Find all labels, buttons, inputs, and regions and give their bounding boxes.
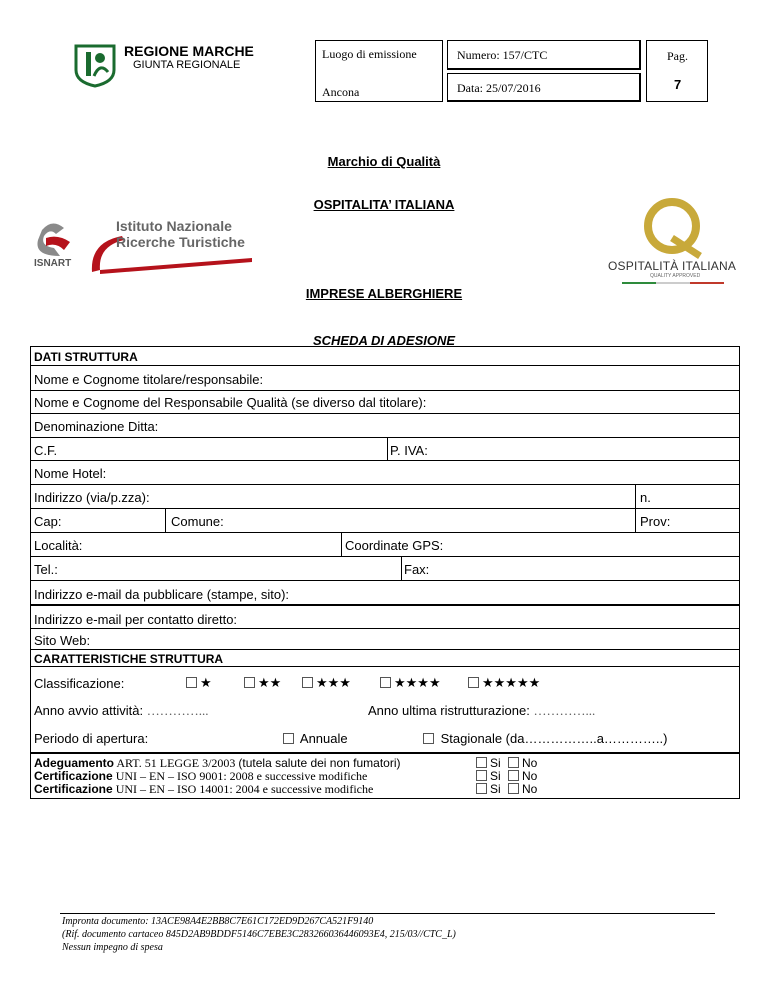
field-nome-qualita[interactable] (30, 390, 740, 414)
footer-divider (60, 913, 715, 914)
isnart-logo (30, 212, 255, 277)
cert-14001-no[interactable]: No (508, 782, 537, 796)
checkbox-icon (283, 733, 294, 744)
star-option-4[interactable]: ★★★★ (380, 675, 441, 691)
title-scheda: SCHEDA DI ADESIONE (312, 333, 456, 348)
dati-struttura-title: DATI STRUTTURA (34, 350, 138, 364)
adeguamento-no[interactable]: No (508, 756, 537, 770)
checkbox-icon (508, 757, 519, 768)
caratteristiche-title: CARATTERISTICHE STRUTTURA (34, 652, 224, 666)
nome-hotel-label: Nome Hotel: (34, 466, 107, 481)
fax-label[interactable]: Fax: (404, 562, 430, 577)
title-marchio: Marchio di Qualità (327, 154, 441, 169)
denominazione-label: Denominazione Ditta: (34, 419, 159, 434)
field-nome-titolare[interactable] (30, 365, 740, 391)
star-option-2[interactable]: ★★ (244, 675, 281, 691)
nome-titolare-label: Nome e Cognome titolare/responsabile: (34, 372, 264, 387)
piva-label[interactable]: P. IVA: (390, 443, 428, 458)
annuale-option[interactable]: Annuale (283, 731, 348, 746)
q-sub: QUALITY APPROVED (650, 273, 701, 279)
data-box (447, 73, 641, 102)
tel-label[interactable]: Tel.: (34, 562, 58, 577)
checkbox-icon (508, 783, 519, 794)
adeguamento-si[interactable]: Si (476, 756, 501, 770)
anno-avvio-label[interactable]: Anno avvio attività: …………... (34, 703, 209, 718)
row-tel-fax (30, 556, 740, 581)
isnart-line2: Ricerche Turistiche (116, 234, 245, 250)
field-nome-hotel[interactable] (30, 460, 740, 485)
cert-14001-text: Certificazione UNI – EN – ISO 14001: 2004 e successive modifiche (34, 782, 374, 796)
footer-spesa: Nessun impegno di spesa (62, 942, 163, 953)
prov-label[interactable]: Prov: (640, 514, 671, 529)
pag-box (646, 40, 708, 102)
row-localita-gps (30, 532, 740, 557)
classificazione-label: Classificazione: (34, 676, 125, 691)
cert-14001-si[interactable]: Si (476, 782, 501, 796)
checkbox-icon (476, 770, 487, 781)
data-value: Data: 25/07/2016 (457, 81, 541, 95)
block-certificazioni (30, 753, 740, 799)
checkbox-icon (186, 677, 197, 688)
row-cf-piva (30, 437, 740, 461)
luogo-label: Luogo di emissione (322, 47, 417, 61)
block-classificazione (30, 666, 740, 754)
cert-9001-no[interactable]: No (508, 769, 537, 783)
row-cap-comune (30, 508, 740, 533)
field-email-pubblicare[interactable] (30, 580, 740, 605)
cap-label[interactable]: Cap: (34, 514, 62, 529)
ospitalita-logo (606, 198, 742, 290)
row-indirizzo (30, 484, 740, 509)
field-denominazione[interactable] (30, 413, 740, 438)
q-name: OSPITALITÀ ITALIANA (608, 259, 737, 273)
cert-9001-text: Certificazione UNI – EN – ISO 9001: 2008 e successive modifiche (34, 769, 368, 783)
checkbox-icon (244, 677, 255, 688)
title-imprese: IMPRESE ALBERGHIERE (305, 286, 463, 301)
luogo-box (315, 40, 443, 102)
region-logo (72, 42, 118, 88)
checkbox-icon (476, 757, 487, 768)
title-ospitalita: OSPITALITA’ ITALIANA (313, 197, 455, 212)
org-name: REGIONE MARCHE (124, 43, 254, 59)
numero-value: Numero: 157/CTC (457, 48, 548, 62)
email-diretto-label: Indirizzo e-mail per contatto diretto: (34, 612, 238, 627)
org-subtitle: GIUNTA REGIONALE (133, 59, 241, 71)
comune-label[interactable]: Comune: (171, 514, 224, 529)
pag-value: 7 (674, 77, 682, 92)
star-option-3[interactable]: ★★★ (302, 675, 351, 691)
checkbox-icon (508, 770, 519, 781)
checkbox-icon (380, 677, 391, 688)
nome-qualita-label: Nome e Cognome del Responsabile Qualità (se diverso dal titolare): (34, 395, 427, 410)
isnart-abbr: ISNART (34, 258, 72, 269)
numero-box (447, 40, 641, 70)
star-option-1[interactable]: ★ (186, 675, 212, 691)
sito-label: Sito Web: (34, 633, 91, 648)
footer-impronta: Impronta documento: 13ACE98A4E2BB8C7E61C172ED9D267CA521F9140 (62, 916, 374, 927)
gps-label[interactable]: Coordinate GPS: (345, 538, 444, 553)
email-pub-label: Indirizzo e-mail da pubblicare (stampe, sito): (34, 587, 290, 602)
localita-label[interactable]: Località: (34, 538, 83, 553)
pag-label: Pag. (667, 49, 688, 63)
footer-riferimento: (Rif. documento cartaceo 845D2AB9BDDF5146C7EBE3C283266036446093E4, 215/03//CTC_L) (62, 929, 456, 940)
star-option-5[interactable]: ★★★★★ (468, 675, 540, 691)
adeguamento-text: Adeguamento ART. 51 LEGGE 3/2003 (tutela salute dei non fumatori) (34, 756, 401, 770)
stagionale-option[interactable]: Stagionale (da……………..a…………..) (423, 731, 667, 746)
checkbox-icon (468, 677, 479, 688)
anno-ristrutturazione-label[interactable]: Anno ultima ristrutturazione: …………... (368, 703, 596, 718)
section-caratteristiche (30, 649, 740, 667)
civico-label[interactable]: n. (640, 490, 651, 505)
indirizzo-label[interactable]: Indirizzo (via/p.zza): (34, 490, 150, 505)
checkbox-icon (423, 733, 434, 744)
periodo-label: Periodo di apertura: (34, 731, 149, 746)
section-dati-struttura (30, 346, 740, 366)
cf-label[interactable]: C.F. (34, 443, 58, 458)
cert-9001-si[interactable]: Si (476, 769, 501, 783)
field-sito-web[interactable] (30, 628, 740, 650)
field-email-diretto[interactable] (30, 604, 740, 629)
luogo-value: Ancona (322, 85, 360, 99)
checkbox-icon (476, 783, 487, 794)
isnart-line1: Istituto Nazionale (116, 218, 232, 234)
checkbox-icon (302, 677, 313, 688)
